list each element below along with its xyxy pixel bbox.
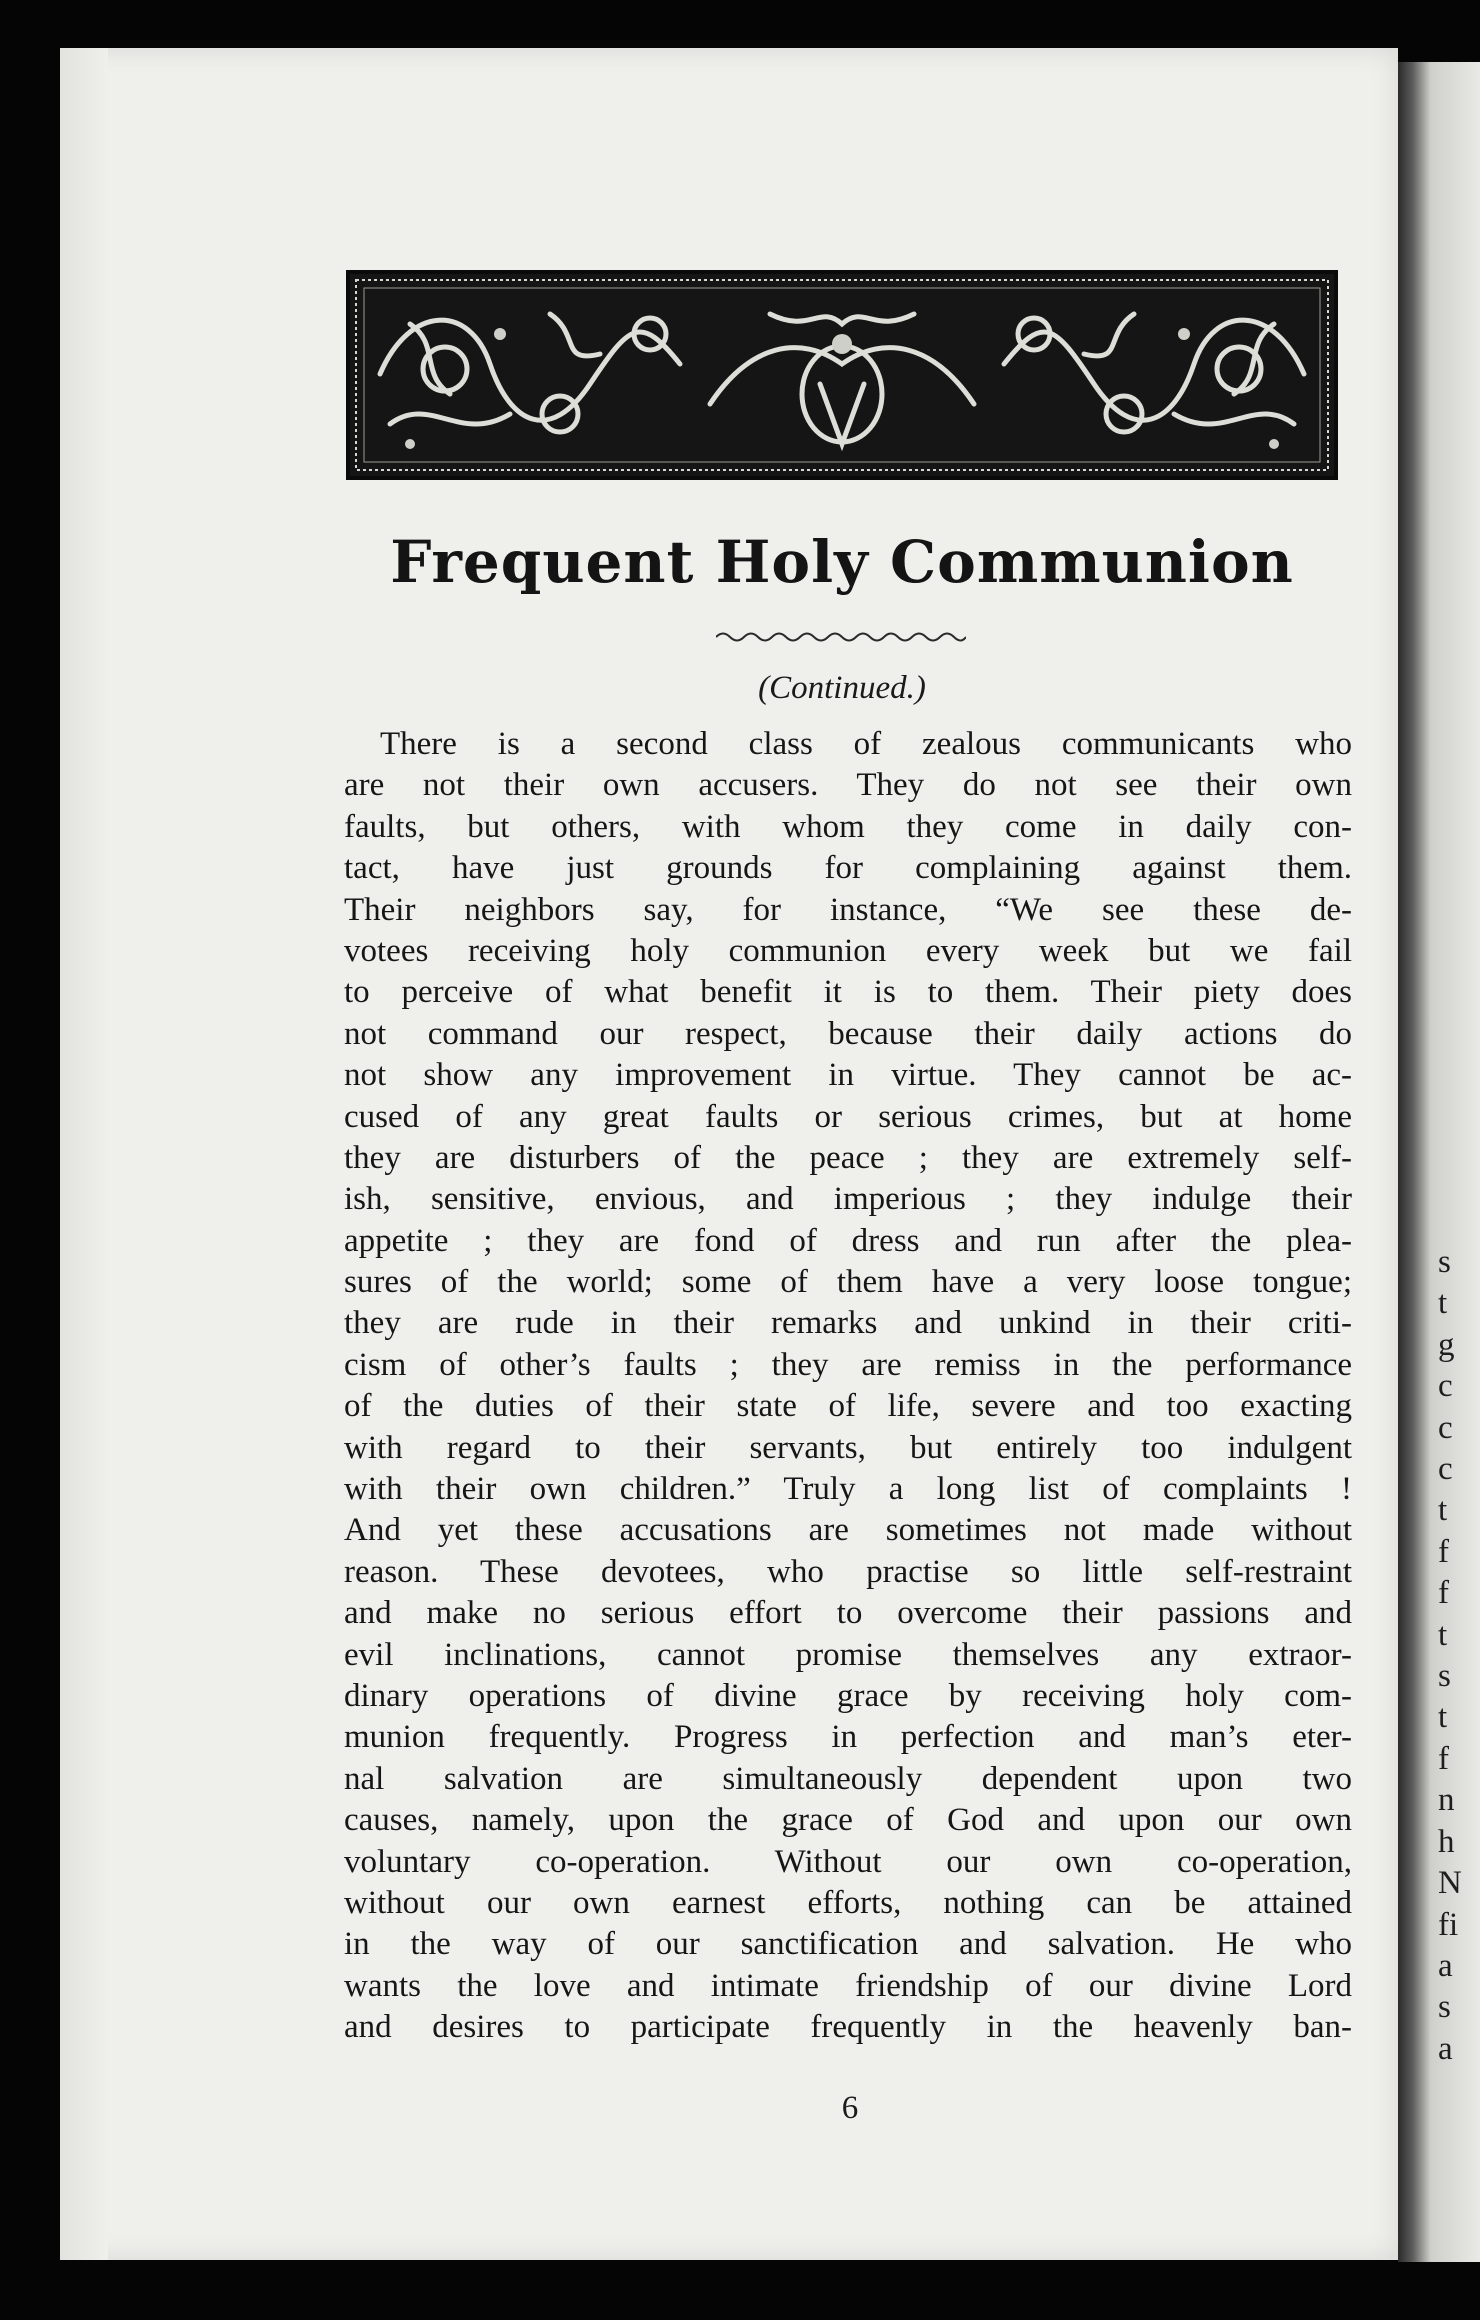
adjacent-letter: a [1438, 2030, 1453, 2067]
text-line: not show any improvement in virtue. They cannot be ac- [344, 1057, 1352, 1094]
text-line: of the duties of their state of life, severe and too exacting [344, 1388, 1352, 1425]
text-line: to perceive of what benefit it is to them. Their piety does [344, 974, 1352, 1011]
adjacent-letter: t [1438, 1285, 1448, 1322]
text-line: not command our respect, because their daily actions do [344, 1015, 1352, 1052]
adjacent-letter: N [1438, 1865, 1462, 1902]
adjacent-letter: c [1438, 1451, 1453, 1488]
text-line: munion frequently. Progress in perfection and man’s eter- [344, 1719, 1352, 1756]
text-line: Their neighbors say, for instance, “We see these de- [344, 891, 1352, 928]
text-line: nal salvation are simultaneously dependent upon two [344, 1760, 1352, 1797]
chapter-title: Frequent Holy Communion [390, 528, 1294, 596]
text-line: and make no serious effort to overcome their passions and [344, 1595, 1352, 1632]
text-line: faults, but others, with whom they come in daily con- [344, 808, 1352, 845]
text-line: There is a second class of zealous communicants who [380, 726, 1352, 762]
text-line: causes, namely, upon the grace of God and upon our own [344, 1802, 1352, 1839]
ornamental-headpiece [346, 270, 1338, 480]
text-line: cused of any great faults or serious crimes, but at home [344, 1098, 1352, 1135]
text-line: And yet these accusations are sometimes not made without [344, 1512, 1352, 1549]
adjacent-letter: s [1438, 1989, 1451, 2026]
text-line: sures of the world; some of them have a very loose tongue; [344, 1264, 1352, 1301]
scrollwork-ornament-icon [350, 274, 1334, 476]
adjacent-letter: a [1438, 1947, 1453, 1984]
adjacent-letter: t [1438, 1492, 1448, 1529]
text-line: cism of other’s faults ; they are remiss in the performance [344, 1346, 1352, 1383]
adjacent-letter: f [1438, 1575, 1449, 1612]
text-line: ish, sensitive, envious, and imperious ; they indulge their [344, 1181, 1352, 1218]
text-line: dinary operations of divine grace by receiving holy com- [344, 1677, 1352, 1714]
text-line: evil inclinations, cannot promise themselves any extraor- [344, 1636, 1352, 1673]
adjacent-page-letters [1438, 1242, 1478, 2070]
text-line: with regard to their servants, but entirely too indulgent [344, 1429, 1352, 1466]
text-line: and desires to participate frequently in the heavenly ban- [344, 2009, 1352, 2046]
adjacent-letter: s [1438, 1244, 1451, 1280]
adjacent-letter: g [1438, 1326, 1455, 1363]
adjacent-letter: s [1438, 1658, 1451, 1695]
adjacent-letter: fi [1438, 1906, 1459, 1943]
adjacent-letter: c [1438, 1368, 1453, 1405]
text-line: reason. These devotees, who practise so little self-restraint [344, 1553, 1352, 1590]
adjacent-letter: h [1438, 1823, 1455, 1860]
text-line: they are rude in their remarks and unkind in their criti- [344, 1305, 1352, 1342]
text-line: appetite ; they are fond of dress and run after the plea- [344, 1222, 1352, 1259]
text-line: in the way of our sanctification and salvation. He who [344, 1926, 1352, 1963]
adjacent-letter: n [1438, 1782, 1455, 1819]
adjacent-letter: c [1438, 1409, 1453, 1446]
adjacent-letter: t [1438, 1616, 1448, 1653]
text-line: without our own earnest efforts, nothing can be attained [344, 1884, 1352, 1921]
adjacent-letter: t [1438, 1699, 1448, 1736]
text-line: votees receiving holy communion every week but we fail [344, 932, 1352, 969]
adjacent-page-edge [1398, 62, 1480, 2262]
text-line: they are disturbers of the peace ; they are extremely self- [344, 1139, 1352, 1176]
page-gutter [60, 48, 108, 2260]
text-line: are not their own accusers. They do not see their own [344, 767, 1352, 804]
adjacent-letter: f [1438, 1533, 1449, 1570]
body-text [344, 724, 1352, 2049]
text-line: voluntary co-operation. Without our own co-operation, [344, 1843, 1352, 1880]
continued-subtitle: (Continued.) [758, 670, 926, 706]
adjacent-letter: f [1438, 1740, 1449, 1777]
page-number: 6 [841, 2090, 859, 2126]
text-line: tact, have just grounds for complaining against them. [344, 850, 1352, 887]
text-line: wants the love and intimate friendship of our divine Lord [344, 1967, 1352, 2004]
squiggle-divider-icon [716, 630, 966, 644]
text-line: with their own children.” Truly a long list of complaints ! [344, 1471, 1352, 1508]
